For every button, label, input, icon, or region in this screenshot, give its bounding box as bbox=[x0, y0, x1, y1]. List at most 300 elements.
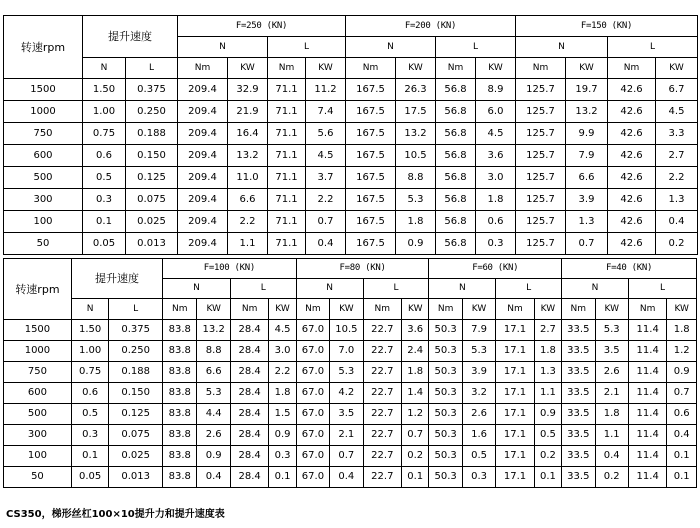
value-cell: 0.013 bbox=[109, 467, 163, 488]
table-row bbox=[4, 362, 697, 383]
value-cell: 0.025 bbox=[126, 211, 178, 233]
value-cell: 0.9 bbox=[269, 425, 296, 446]
lift-table-small-load bbox=[3, 258, 697, 488]
speed-header: 转速rpm bbox=[4, 16, 83, 79]
value-cell: 17.1 bbox=[496, 467, 534, 488]
value-cell: 0.9 bbox=[197, 446, 230, 467]
value-cell: 56.8 bbox=[436, 167, 476, 189]
value-cell: 4.2 bbox=[330, 383, 363, 404]
value-cell: 26.3 bbox=[396, 79, 436, 101]
value-cell: 125.7 bbox=[516, 145, 566, 167]
value-cell: 71.1 bbox=[268, 145, 306, 167]
kw-header: KW bbox=[197, 299, 230, 320]
rpm-cell: 100 bbox=[4, 446, 72, 467]
load-group-header: F=100 (KN) bbox=[163, 259, 297, 279]
value-cell: 0.4 bbox=[595, 446, 628, 467]
value-cell: 0.9 bbox=[534, 404, 561, 425]
table-row bbox=[4, 211, 698, 233]
value-cell: 28.4 bbox=[230, 341, 268, 362]
speed-header: 转速rpm bbox=[4, 259, 72, 320]
value-cell: 4.5 bbox=[306, 145, 346, 167]
value-cell: 2.2 bbox=[269, 362, 296, 383]
value-cell: 0.188 bbox=[126, 123, 178, 145]
value-cell: 2.7 bbox=[534, 320, 561, 341]
value-cell: 83.8 bbox=[163, 362, 197, 383]
kw-header: KW bbox=[595, 299, 628, 320]
kw-header: KW bbox=[269, 299, 296, 320]
value-cell: 0.7 bbox=[667, 383, 697, 404]
value-cell: 1.5 bbox=[269, 404, 296, 425]
value-cell: 50.3 bbox=[429, 425, 462, 446]
value-cell: 3.9 bbox=[462, 362, 495, 383]
value-cell: 1.1 bbox=[595, 425, 628, 446]
kw-header: KW bbox=[396, 58, 436, 79]
value-cell: 0.6 bbox=[667, 404, 697, 425]
value-cell: 67.0 bbox=[296, 404, 329, 425]
rpm-cell: 100 bbox=[4, 211, 83, 233]
value-cell: 22.7 bbox=[363, 425, 401, 446]
nm-header: Nm bbox=[429, 299, 462, 320]
value-cell: 1.8 bbox=[595, 404, 628, 425]
rpm-cell: 1000 bbox=[4, 341, 72, 362]
nm-header: Nm bbox=[268, 58, 306, 79]
value-cell: 56.8 bbox=[436, 189, 476, 211]
value-cell: 71.1 bbox=[268, 233, 306, 255]
value-cell: 6.6 bbox=[566, 167, 608, 189]
value-cell: 0.9 bbox=[396, 233, 436, 255]
value-cell: 11.0 bbox=[228, 167, 268, 189]
rpm-cell: 50 bbox=[4, 467, 72, 488]
kw-header: KW bbox=[402, 299, 429, 320]
nm-header: Nm bbox=[178, 58, 228, 79]
n-header: N bbox=[562, 279, 629, 299]
l-header: L bbox=[109, 299, 163, 320]
value-cell: 7.9 bbox=[566, 145, 608, 167]
l-header: L bbox=[436, 37, 516, 58]
value-cell: 125.7 bbox=[516, 211, 566, 233]
value-cell: 0.4 bbox=[667, 425, 697, 446]
value-cell: 28.4 bbox=[230, 467, 268, 488]
table-row bbox=[4, 320, 697, 341]
value-cell: 13.2 bbox=[396, 123, 436, 145]
l-header: L bbox=[363, 279, 429, 299]
value-cell: 56.8 bbox=[436, 101, 476, 123]
rpm-cell: 500 bbox=[4, 404, 72, 425]
value-cell: 0.5 bbox=[71, 404, 108, 425]
value-cell: 28.4 bbox=[230, 446, 268, 467]
n-header: N bbox=[429, 279, 496, 299]
value-cell: 1.2 bbox=[667, 341, 697, 362]
value-cell: 167.5 bbox=[346, 79, 396, 101]
n-header: N bbox=[163, 279, 231, 299]
value-cell: 1.00 bbox=[71, 341, 108, 362]
value-cell: 0.3 bbox=[71, 425, 108, 446]
value-cell: 50.3 bbox=[429, 383, 462, 404]
value-cell: 0.2 bbox=[595, 467, 628, 488]
n-header: N bbox=[178, 37, 268, 58]
value-cell: 0.2 bbox=[402, 446, 429, 467]
value-cell: 56.8 bbox=[436, 79, 476, 101]
rpm-cell: 600 bbox=[4, 383, 72, 404]
value-cell: 4.5 bbox=[476, 123, 516, 145]
value-cell: 0.375 bbox=[109, 320, 163, 341]
value-cell: 2.2 bbox=[306, 189, 346, 211]
value-cell: 3.9 bbox=[566, 189, 608, 211]
value-cell: 0.75 bbox=[71, 362, 108, 383]
table-row bbox=[4, 341, 697, 362]
value-cell: 11.4 bbox=[628, 362, 666, 383]
kw-header: KW bbox=[228, 58, 268, 79]
value-cell: 0.188 bbox=[109, 362, 163, 383]
value-cell: 0.375 bbox=[126, 79, 178, 101]
n-header: N bbox=[296, 279, 363, 299]
value-cell: 42.6 bbox=[608, 101, 656, 123]
nm-header: Nm bbox=[363, 299, 401, 320]
value-cell: 22.7 bbox=[363, 383, 401, 404]
table-row bbox=[4, 167, 698, 189]
value-cell: 2.1 bbox=[595, 383, 628, 404]
value-cell: 22.7 bbox=[363, 404, 401, 425]
value-cell: 11.4 bbox=[628, 383, 666, 404]
value-cell: 71.1 bbox=[268, 211, 306, 233]
value-cell: 33.5 bbox=[562, 362, 595, 383]
value-cell: 209.4 bbox=[178, 167, 228, 189]
n-header: N bbox=[516, 37, 608, 58]
table-row bbox=[4, 123, 698, 145]
value-cell: 1.3 bbox=[566, 211, 608, 233]
value-cell: 11.4 bbox=[628, 467, 666, 488]
value-cell: 67.0 bbox=[296, 320, 329, 341]
value-cell: 67.0 bbox=[296, 341, 329, 362]
lift-speed-header: 提升速度 bbox=[83, 16, 178, 58]
value-cell: 125.7 bbox=[516, 123, 566, 145]
rpm-cell: 1500 bbox=[4, 79, 83, 101]
value-cell: 8.8 bbox=[396, 167, 436, 189]
value-cell: 16.4 bbox=[228, 123, 268, 145]
value-cell: 0.150 bbox=[126, 145, 178, 167]
value-cell: 56.8 bbox=[436, 233, 476, 255]
table-row bbox=[4, 79, 698, 101]
l-header: L bbox=[608, 37, 698, 58]
value-cell: 83.8 bbox=[163, 320, 197, 341]
value-cell: 22.7 bbox=[363, 341, 401, 362]
value-cell: 6.7 bbox=[656, 79, 698, 101]
value-cell: 0.7 bbox=[402, 425, 429, 446]
table-caption: CS350，梯形丝杠100×10提升力和提升速度表 bbox=[6, 509, 225, 520]
value-cell: 67.0 bbox=[296, 425, 329, 446]
value-cell: 11.4 bbox=[628, 425, 666, 446]
value-cell: 0.3 bbox=[476, 233, 516, 255]
value-cell: 42.6 bbox=[608, 211, 656, 233]
value-cell: 67.0 bbox=[296, 467, 329, 488]
value-cell: 11.2 bbox=[306, 79, 346, 101]
value-cell: 125.7 bbox=[516, 233, 566, 255]
value-cell: 33.5 bbox=[562, 341, 595, 362]
value-cell: 33.5 bbox=[562, 320, 595, 341]
value-cell: 17.5 bbox=[396, 101, 436, 123]
value-cell: 6.6 bbox=[197, 362, 230, 383]
value-cell: 1.1 bbox=[534, 383, 561, 404]
value-cell: 3.3 bbox=[656, 123, 698, 145]
value-cell: 22.7 bbox=[363, 467, 401, 488]
value-cell: 4.5 bbox=[269, 320, 296, 341]
value-cell: 0.6 bbox=[83, 145, 126, 167]
value-cell: 1.8 bbox=[667, 320, 697, 341]
kw-header: KW bbox=[330, 299, 363, 320]
value-cell: 125.7 bbox=[516, 189, 566, 211]
value-cell: 2.2 bbox=[228, 211, 268, 233]
value-cell: 0.075 bbox=[109, 425, 163, 446]
value-cell: 1.6 bbox=[462, 425, 495, 446]
value-cell: 11.4 bbox=[628, 341, 666, 362]
value-cell: 3.0 bbox=[476, 167, 516, 189]
value-cell: 0.125 bbox=[126, 167, 178, 189]
value-cell: 209.4 bbox=[178, 211, 228, 233]
value-cell: 28.4 bbox=[230, 404, 268, 425]
value-cell: 50.3 bbox=[429, 404, 462, 425]
value-cell: 167.5 bbox=[346, 211, 396, 233]
value-cell: 0.5 bbox=[83, 167, 126, 189]
value-cell: 22.7 bbox=[363, 362, 401, 383]
rpm-cell: 300 bbox=[4, 189, 83, 211]
value-cell: 42.6 bbox=[608, 123, 656, 145]
value-cell: 0.125 bbox=[109, 404, 163, 425]
value-cell: 42.6 bbox=[608, 189, 656, 211]
rpm-cell: 1500 bbox=[4, 320, 72, 341]
value-cell: 28.4 bbox=[230, 383, 268, 404]
value-cell: 13.2 bbox=[197, 320, 230, 341]
value-cell: 56.8 bbox=[436, 145, 476, 167]
value-cell: 6.6 bbox=[228, 189, 268, 211]
kw-header: KW bbox=[476, 58, 516, 79]
value-cell: 50.3 bbox=[429, 341, 462, 362]
value-cell: 83.8 bbox=[163, 467, 197, 488]
value-cell: 67.0 bbox=[296, 446, 329, 467]
table-row bbox=[4, 145, 698, 167]
rpm-cell: 300 bbox=[4, 425, 72, 446]
value-cell: 0.2 bbox=[656, 233, 698, 255]
value-cell: 17.1 bbox=[496, 320, 534, 341]
value-cell: 50.3 bbox=[429, 467, 462, 488]
value-cell: 11.4 bbox=[628, 320, 666, 341]
value-cell: 42.6 bbox=[608, 233, 656, 255]
value-cell: 2.1 bbox=[330, 425, 363, 446]
value-cell: 209.4 bbox=[178, 79, 228, 101]
value-cell: 71.1 bbox=[268, 189, 306, 211]
value-cell: 0.3 bbox=[269, 446, 296, 467]
value-cell: 28.4 bbox=[230, 362, 268, 383]
value-cell: 1.3 bbox=[656, 189, 698, 211]
value-cell: 0.75 bbox=[83, 123, 126, 145]
value-cell: 0.1 bbox=[71, 446, 108, 467]
value-cell: 2.6 bbox=[462, 404, 495, 425]
value-cell: 33.5 bbox=[562, 446, 595, 467]
value-cell: 1.2 bbox=[402, 404, 429, 425]
value-cell: 33.5 bbox=[562, 467, 595, 488]
table-row bbox=[4, 425, 697, 446]
value-cell: 33.5 bbox=[562, 383, 595, 404]
load-group-header: F=200 (KN) bbox=[346, 16, 516, 37]
load-group-header: F=80 (KN) bbox=[296, 259, 429, 279]
value-cell: 56.8 bbox=[436, 211, 476, 233]
n-header: N bbox=[83, 58, 126, 79]
value-cell: 0.9 bbox=[667, 362, 697, 383]
value-cell: 0.3 bbox=[83, 189, 126, 211]
l-header: L bbox=[268, 37, 346, 58]
value-cell: 0.05 bbox=[83, 233, 126, 255]
table-row bbox=[4, 233, 698, 255]
value-cell: 4.4 bbox=[197, 404, 230, 425]
value-cell: 22.7 bbox=[363, 320, 401, 341]
nm-header: Nm bbox=[628, 299, 666, 320]
value-cell: 7.0 bbox=[330, 341, 363, 362]
nm-header: Nm bbox=[436, 58, 476, 79]
value-cell: 2.6 bbox=[197, 425, 230, 446]
value-cell: 10.5 bbox=[330, 320, 363, 341]
nm-header: Nm bbox=[230, 299, 268, 320]
value-cell: 11.4 bbox=[628, 404, 666, 425]
table-row bbox=[4, 189, 698, 211]
nm-header: Nm bbox=[516, 58, 566, 79]
value-cell: 0.4 bbox=[306, 233, 346, 255]
value-cell: 17.1 bbox=[496, 425, 534, 446]
load-group-header: F=250 (KN) bbox=[178, 16, 346, 37]
value-cell: 0.3 bbox=[462, 467, 495, 488]
kw-header: KW bbox=[462, 299, 495, 320]
value-cell: 17.1 bbox=[496, 341, 534, 362]
value-cell: 13.2 bbox=[228, 145, 268, 167]
value-cell: 1.8 bbox=[396, 211, 436, 233]
value-cell: 28.4 bbox=[230, 320, 268, 341]
load-group-header: F=150 (KN) bbox=[516, 16, 698, 37]
value-cell: 13.2 bbox=[566, 101, 608, 123]
value-cell: 125.7 bbox=[516, 79, 566, 101]
nm-header: Nm bbox=[296, 299, 329, 320]
value-cell: 83.8 bbox=[163, 425, 197, 446]
value-cell: 167.5 bbox=[346, 189, 396, 211]
value-cell: 19.7 bbox=[566, 79, 608, 101]
value-cell: 0.2 bbox=[534, 446, 561, 467]
table-row bbox=[4, 101, 698, 123]
value-cell: 125.7 bbox=[516, 167, 566, 189]
value-cell: 3.6 bbox=[476, 145, 516, 167]
value-cell: 83.8 bbox=[163, 383, 197, 404]
kw-header: KW bbox=[534, 299, 561, 320]
rpm-cell: 1000 bbox=[4, 101, 83, 123]
value-cell: 67.0 bbox=[296, 383, 329, 404]
value-cell: 5.6 bbox=[306, 123, 346, 145]
value-cell: 1.3 bbox=[534, 362, 561, 383]
value-cell: 3.0 bbox=[269, 341, 296, 362]
value-cell: 10.5 bbox=[396, 145, 436, 167]
value-cell: 1.00 bbox=[83, 101, 126, 123]
rpm-cell: 750 bbox=[4, 362, 72, 383]
value-cell: 1.8 bbox=[476, 189, 516, 211]
value-cell: 42.6 bbox=[608, 145, 656, 167]
value-cell: 17.1 bbox=[496, 362, 534, 383]
value-cell: 33.5 bbox=[562, 404, 595, 425]
value-cell: 3.6 bbox=[402, 320, 429, 341]
value-cell: 71.1 bbox=[268, 101, 306, 123]
value-cell: 2.7 bbox=[656, 145, 698, 167]
value-cell: 1.8 bbox=[534, 341, 561, 362]
lift-speed-header: 提升速度 bbox=[71, 259, 162, 299]
l-header: L bbox=[496, 279, 562, 299]
value-cell: 209.4 bbox=[178, 123, 228, 145]
value-cell: 83.8 bbox=[163, 341, 197, 362]
value-cell: 5.3 bbox=[462, 341, 495, 362]
value-cell: 1.50 bbox=[71, 320, 108, 341]
value-cell: 3.7 bbox=[306, 167, 346, 189]
value-cell: 2.6 bbox=[595, 362, 628, 383]
value-cell: 0.05 bbox=[71, 467, 108, 488]
value-cell: 0.1 bbox=[667, 446, 697, 467]
value-cell: 167.5 bbox=[346, 123, 396, 145]
rpm-cell: 50 bbox=[4, 233, 83, 255]
value-cell: 17.1 bbox=[496, 383, 534, 404]
l-header: L bbox=[230, 279, 296, 299]
value-cell: 2.2 bbox=[656, 167, 698, 189]
nm-header: Nm bbox=[496, 299, 534, 320]
nm-header: Nm bbox=[346, 58, 396, 79]
value-cell: 42.6 bbox=[608, 79, 656, 101]
table-row bbox=[4, 446, 697, 467]
value-cell: 0.250 bbox=[109, 341, 163, 362]
table-row bbox=[4, 383, 697, 404]
value-cell: 167.5 bbox=[346, 233, 396, 255]
value-cell: 42.6 bbox=[608, 167, 656, 189]
value-cell: 9.9 bbox=[566, 123, 608, 145]
value-cell: 71.1 bbox=[268, 167, 306, 189]
value-cell: 4.5 bbox=[656, 101, 698, 123]
value-cell: 0.4 bbox=[330, 467, 363, 488]
value-cell: 11.4 bbox=[628, 446, 666, 467]
value-cell: 0.4 bbox=[197, 467, 230, 488]
value-cell: 1.8 bbox=[402, 362, 429, 383]
value-cell: 5.3 bbox=[595, 320, 628, 341]
nm-header: Nm bbox=[163, 299, 197, 320]
value-cell: 83.8 bbox=[163, 446, 197, 467]
value-cell: 33.5 bbox=[562, 425, 595, 446]
value-cell: 50.3 bbox=[429, 320, 462, 341]
value-cell: 209.4 bbox=[178, 189, 228, 211]
value-cell: 8.8 bbox=[197, 341, 230, 362]
value-cell: 71.1 bbox=[268, 79, 306, 101]
value-cell: 50.3 bbox=[429, 446, 462, 467]
rpm-cell: 600 bbox=[4, 145, 83, 167]
value-cell: 0.7 bbox=[306, 211, 346, 233]
value-cell: 3.5 bbox=[595, 341, 628, 362]
value-cell: 2.4 bbox=[402, 341, 429, 362]
load-group-header: F=40 (KN) bbox=[562, 259, 697, 279]
value-cell: 71.1 bbox=[268, 123, 306, 145]
nm-header: Nm bbox=[608, 58, 656, 79]
rpm-cell: 500 bbox=[4, 167, 83, 189]
value-cell: 5.3 bbox=[330, 362, 363, 383]
value-cell: 0.013 bbox=[126, 233, 178, 255]
value-cell: 1.1 bbox=[228, 233, 268, 255]
value-cell: 5.3 bbox=[197, 383, 230, 404]
value-cell: 17.1 bbox=[496, 446, 534, 467]
kw-header: KW bbox=[306, 58, 346, 79]
value-cell: 0.4 bbox=[656, 211, 698, 233]
table-row bbox=[4, 404, 697, 425]
l-header: L bbox=[628, 279, 696, 299]
kw-header: KW bbox=[566, 58, 608, 79]
value-cell: 0.150 bbox=[109, 383, 163, 404]
l-header: L bbox=[126, 58, 178, 79]
value-cell: 0.7 bbox=[330, 446, 363, 467]
